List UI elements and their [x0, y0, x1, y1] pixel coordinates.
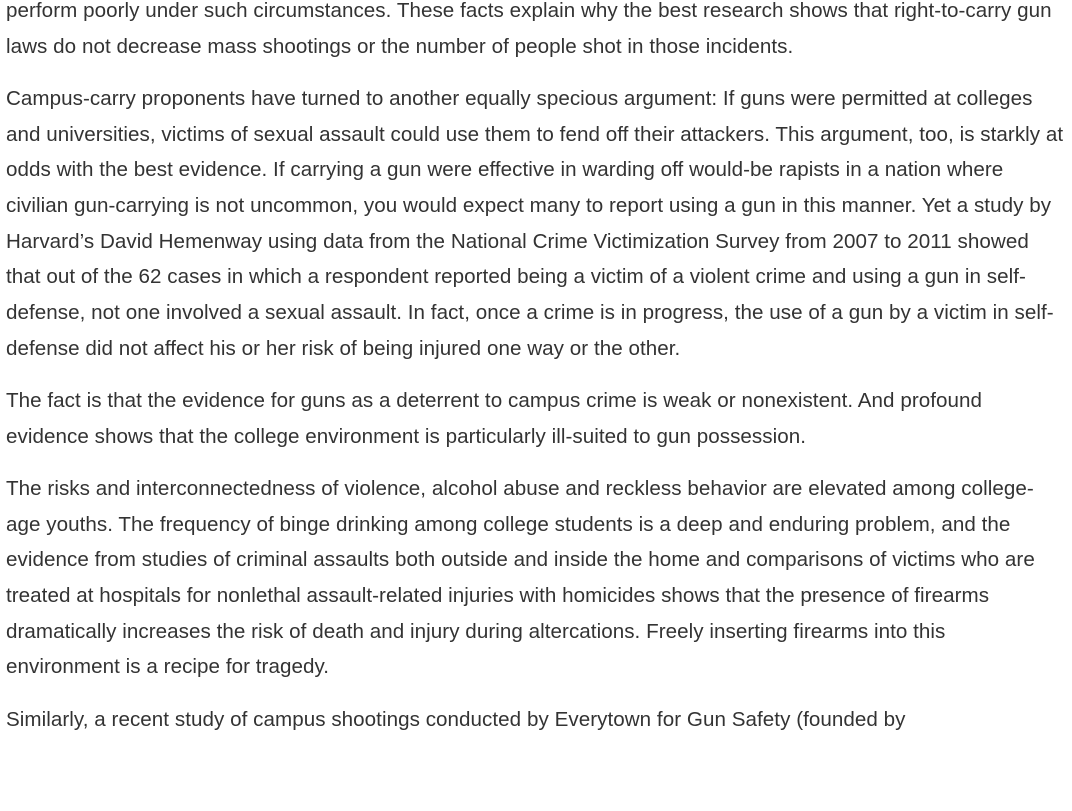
article-paragraph-3: The fact is that the evidence for guns as a deterrent to campus crime is weak or nonexistent. And profound evidence shows that the college environment is particularly ill-suited to gun possession.	[6, 389, 983, 448]
article-body	[6, 0, 1064, 754]
article-paragraph-2: Campus-carry proponents have turned to another equally specious argument: If guns were permitted at colleges and universities, victims of sexual assault could use them to fend off their attackers. This argument, too, is starkly at odds with the best evidence. If carrying a gun were effective in warding off would-be rapists in a nation where civilian gun-carrying is not uncommon, you would expect many to report using a gun in this manner. Yet a study by Harvard’s David Hemenway using data from the National Crime Victimization Survey from 2007 to 2011 showed that out of the 62 cases in which a respondent reported being a victim of a violent crime and using a gun in self-defense, not one involved a sexual assault. In fact, once a crime is in progress, the use of a gun by a victim in self-defense did not affect his or her risk of being injured one way or the other.	[6, 86, 1064, 360]
article-paragraph-1: perform poorly under such circumstances. These facts explain why the best research shows that right-to-carry gun laws do not decrease mass shootings or the number of people shot in those incidents.	[6, 0, 1052, 58]
article-paragraph-4: The risks and interconnectedness of violence, alcohol abuse and reckless behavior are elevated among college-age youths. The frequency of binge drinking among college students is a deep and enduring problem, and the evidence from studies of criminal assaults both outside and inside the home and comparisons of victims who are treated at hospitals for nonlethal assault-related injuries with homicides shows that the presence of firearms dramatically increases the risk of death and injury during altercations. Freely inserting firearms into this environment is a recipe for tragedy.	[6, 476, 1035, 679]
article-paragraph-5: Similarly, a recent study of campus shootings conducted by Everytown for Gun Safety (founded by	[6, 707, 906, 731]
